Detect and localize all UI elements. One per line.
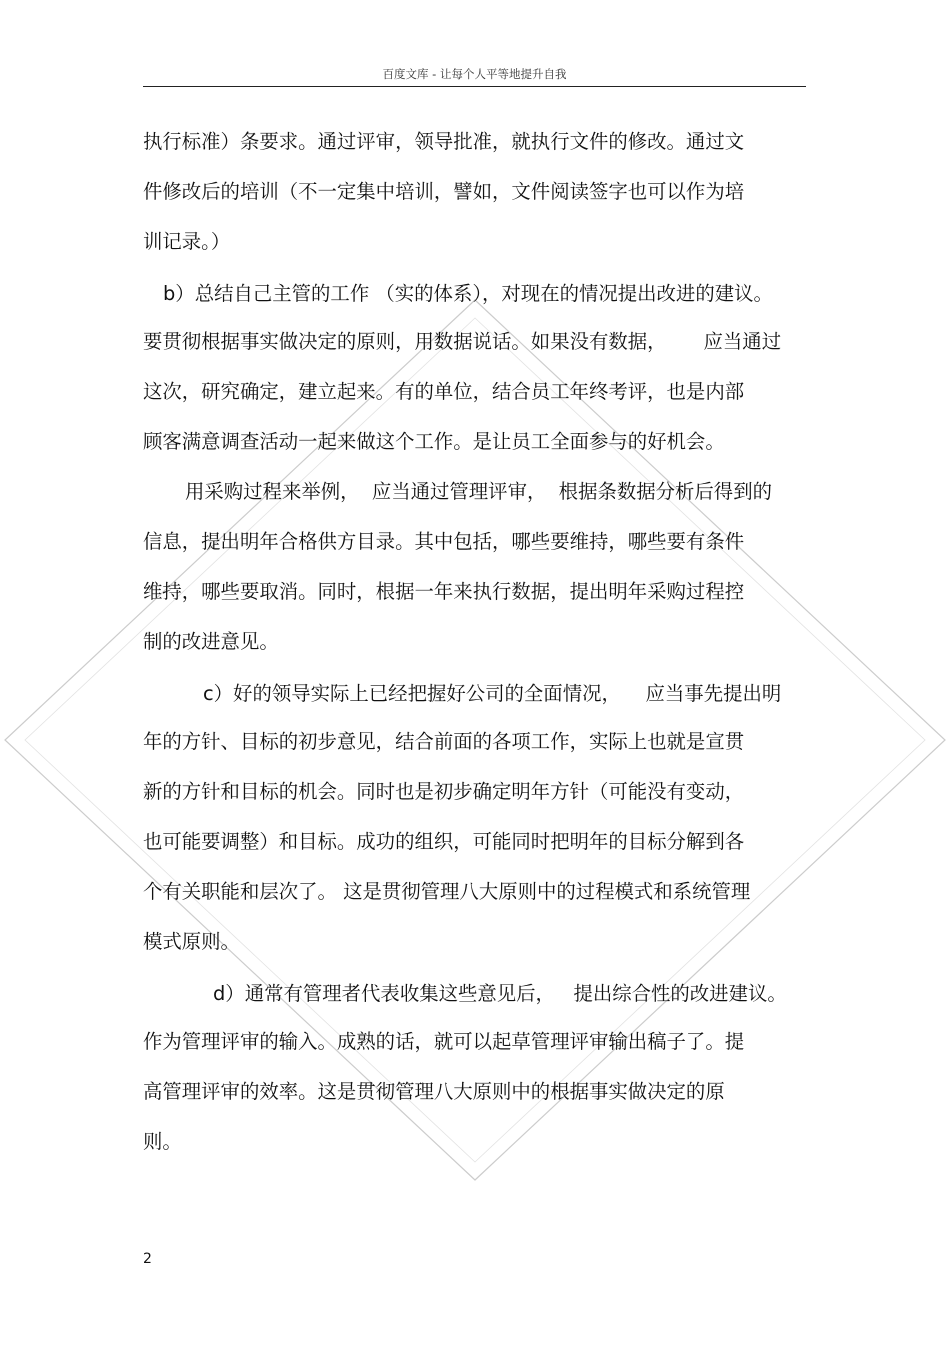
text-line: 高管理评审的效率。这是贯彻管理八大原则中的根据事实做决定的原 — [143, 1080, 725, 1103]
text-line: 用采购过程来举例， 应当通过管理评审， 根据条数据分析后得到的 — [185, 480, 772, 503]
text-line: c）好的领导实际上已经把握好公司的全面情况， 应当事先提出明 — [203, 682, 782, 705]
text-line: 要贯彻根据事实做决定的原则，用数据说话。如果没有数据， 应当通过 — [143, 330, 782, 353]
text-line: 作为管理评审的输入。成熟的话，就可以起草管理评审输出稿子了。提 — [143, 1030, 745, 1053]
text-line: 件修改后的培训（不一定集中培训，譬如，文件阅读签字也可以作为培 — [143, 180, 745, 203]
text-line: 模式原则。 — [143, 930, 240, 953]
page-header — [143, 66, 806, 82]
text-line: d）通常有管理者代表收集这些意见后， 提出综合性的改进建议。 — [213, 982, 787, 1005]
text-line: 训记录。） — [143, 230, 231, 253]
header-rule — [143, 86, 806, 87]
text-line: 制的改进意见。 — [143, 630, 279, 653]
text-line: 新的方针和目标的机会。同时也是初步确定明年方针（可能没有变动， — [143, 780, 745, 803]
text-line: 执行标准）条要求。通过评审，领导批准，就执行文件的修改。通过文 — [143, 130, 745, 153]
text-line: b）总结自己主管的工作 （实的体系），对现在的情况提出改进的建议。 — [163, 282, 773, 305]
text-line: 信息，提出明年合格供方目录。其中包括，哪些要维持，哪些要有条件 — [143, 530, 745, 553]
text-line: 顾客满意调查活动一起来做这个工作。是让员工全面参与的好机会。 — [143, 430, 725, 453]
text-line: 则。 — [143, 1130, 182, 1153]
text-line: 这次，研究确定，建立起来。有的单位，结合员工年终考评，也是内部 — [143, 380, 745, 403]
text-line: 也可能要调整）和目标。成功的组织，可能同时把明年的目标分解到各 — [143, 830, 745, 853]
text-line: 维持，哪些要取消。同时，根据一年来执行数据，提出明年采购过程控 — [143, 580, 745, 603]
header-separator: - — [428, 67, 440, 81]
page-number: 2 — [143, 1251, 152, 1267]
header-title: 百度文库 — [382, 67, 429, 81]
header-slogan: 让每个人平等地提升自我 — [439, 67, 567, 81]
text-line: 个有关职能和层次了。 这是贯彻管理八大原则中的过程模式和系统管理 — [143, 880, 751, 903]
text-line: 年的方针、目标的初步意见，结合前面的各项工作，实际上也就是宣贯 — [143, 730, 745, 753]
